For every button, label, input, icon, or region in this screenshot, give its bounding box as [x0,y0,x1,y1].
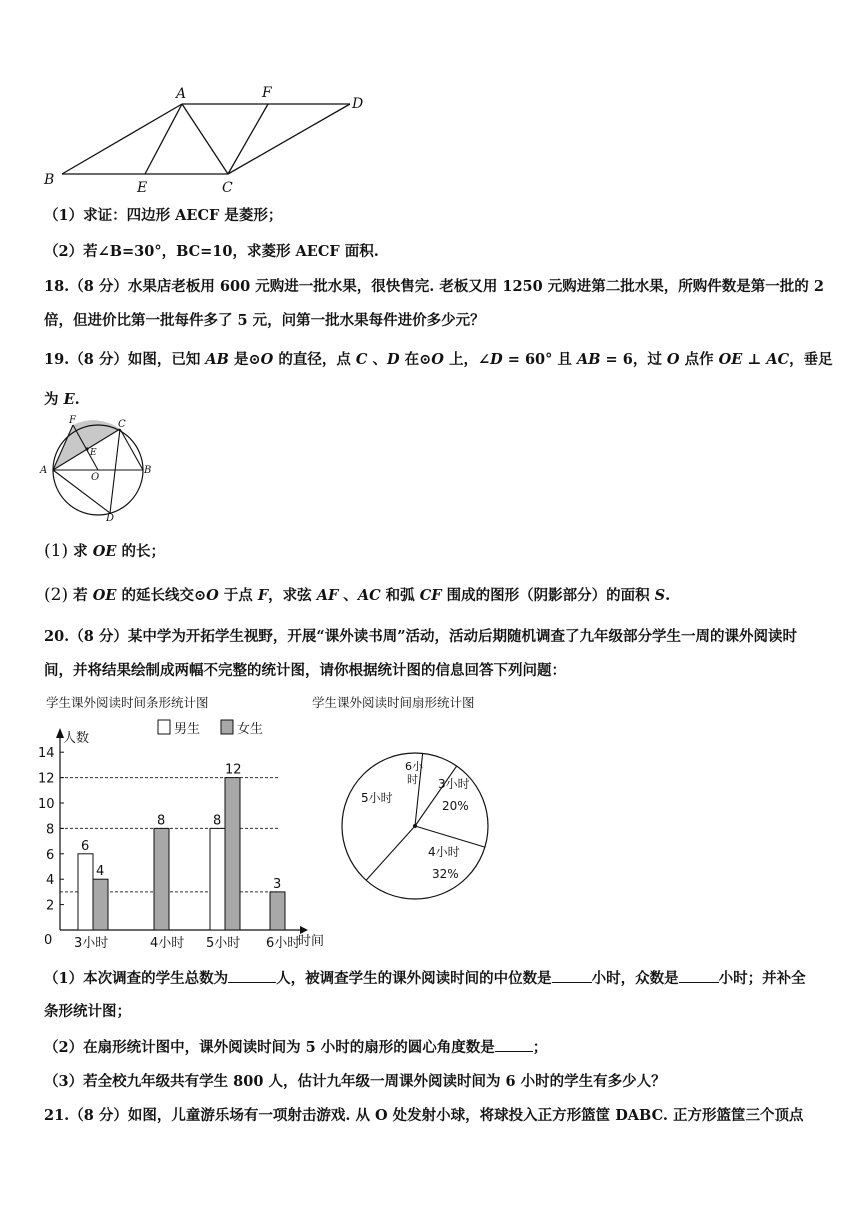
blank-angle [495,1051,533,1052]
blank-median [552,982,592,983]
y-tick-label: 4 [46,873,55,889]
label-A: A [176,86,187,102]
pie-slice-label: 3小时 [438,777,470,791]
pie-slice-label: 5小时 [361,791,393,805]
q18-line1: 18.（8 分）水果店老板用 600 元购进一批水果，很快售完. 老板又用 1250 元购进第二批水果，所购件数是第一批的 2 [44,278,824,295]
q19-line2: 为 E. [44,391,80,408]
pie-slice-label: 6小 [405,760,423,773]
q21-line1: 21.（8 分）如图，儿童游乐场有一项射击游戏. 从 O 处发射小球，将球投入正方形篮筐 DABC. 正方形篮筐三个顶点 [44,1107,804,1124]
legend-male-swatch [158,720,170,734]
bar-value-label: 8 [213,813,222,829]
y-tick-label: 6 [46,847,55,863]
bar-value-label: 12 [225,762,242,778]
y-tick-label: 8 [46,822,55,838]
pie-chart [335,740,500,910]
y-tick-label: 12 [38,771,55,787]
label-D: D [352,96,364,112]
legend-male-label: 男生 [174,722,201,737]
label-B: B [44,172,55,188]
circle-label-E: E [90,448,97,458]
bar-female [93,879,108,930]
pie-slice-label: 4小时 [428,845,460,859]
pie-center [413,824,417,828]
pie-chart-caption: 学生课外阅读时间扇形统计图 [312,695,475,710]
label-E: E [137,180,148,195]
origin-label: 0 [44,933,53,948]
circle-label-B: B [144,465,152,476]
legend-female-label: 女生 [237,722,264,737]
q18-line2: 倍，但进价比第一批每件多了 5 元，问第一批水果每件进价多少元？ [44,312,485,329]
parallelogram-figure [40,80,380,195]
q20-line1: 20.（8 分）某中学为开拓学生视野，开展“课外读书周”活动，活动后期随机调查了九年级部分学生一周的课外阅读时 [44,628,798,645]
circle-label-A: A [40,465,48,476]
q17-part1: （1）求证：四边形 AECF 是菱形； [44,207,283,224]
legend-female-swatch [221,720,233,734]
x-tick-label: 5小时 [206,936,241,951]
x-axis-label: 时间 [298,934,325,949]
q20-part1-cont: 条形统计图； [44,1003,131,1020]
bar-female [270,892,285,930]
q20-part2: （2）在扇形统计图中，课外阅读时间为 5 小时的扇形的圆心角度数是 ； [44,1039,548,1056]
q20-part3: （3）若全校九年级共有学生 800 人，估计九年级一周课外阅读时间为 6 小时的学生有多少人？ [44,1073,666,1090]
q17-part2: （2）若∠B=30°，BC=10，求菱形 AECF 面积. [44,243,379,260]
bar-value-label: 4 [96,864,105,880]
shaded-segment [53,420,120,470]
y-tick-label: 2 [46,898,55,914]
pie-slice-percent: 32% [432,867,459,881]
label-C: C [222,180,233,195]
bar-value-label: 3 [273,876,282,892]
circle-label-O: O [91,472,100,483]
bar-female [225,778,240,930]
bar-male [78,854,93,930]
q20-part1: （1）本次调查的学生总数为 人，被调查学生的课外阅读时间的中位数是 小时，众数是 小时；并补全 [44,970,806,987]
pie-slice-percent: 20% [442,799,469,813]
y-tick-label: 14 [38,746,55,762]
bar-female [154,828,169,930]
bar-male [210,828,225,930]
pie-slice-label-cont: 时 [407,773,418,786]
circle-label-F: F [69,415,76,426]
bar-chart [30,712,340,957]
bar-value-label: 6 [81,838,90,854]
x-tick-label: 4小时 [150,936,185,951]
circle-label-C: C [118,419,126,430]
circle-figure [36,415,161,525]
q19-part1: (1) 求 OE 的长； [44,541,165,561]
y-axis-label: 人数 [63,731,90,746]
blank-total [228,982,276,983]
x-axis-arrow [300,926,308,934]
circle-label-D: D [106,513,115,524]
blank-mode [679,982,719,983]
q19-part2: (2) 若 OE 的延长线交⊙O 于点 F，求弦 AF 、AC 和弧 CF 围成的图形（阴影部分）的面积 S. [44,585,671,605]
x-tick-label: 3小时 [74,936,109,951]
x-tick-label: 6小时 [266,936,301,951]
bar-chart-caption: 学生课外阅读时间条形统计图 [46,695,209,710]
label-F: F [262,85,272,101]
bar-value-label: 8 [157,813,166,829]
y-tick-label: 10 [38,797,55,812]
q19-line1: 19.（8 分）如图，已知 AB 是⊙O 的直径，点 C 、D 在⊙O 上，∠D = 60° 且 AB = 6，过 O 点作 OE ⊥ AC，垂足 [44,351,833,368]
q20-line2: 间，并将结果绘制成两幅不完整的统计图，请你根据统计图的信息回答下列问题： [44,662,566,679]
